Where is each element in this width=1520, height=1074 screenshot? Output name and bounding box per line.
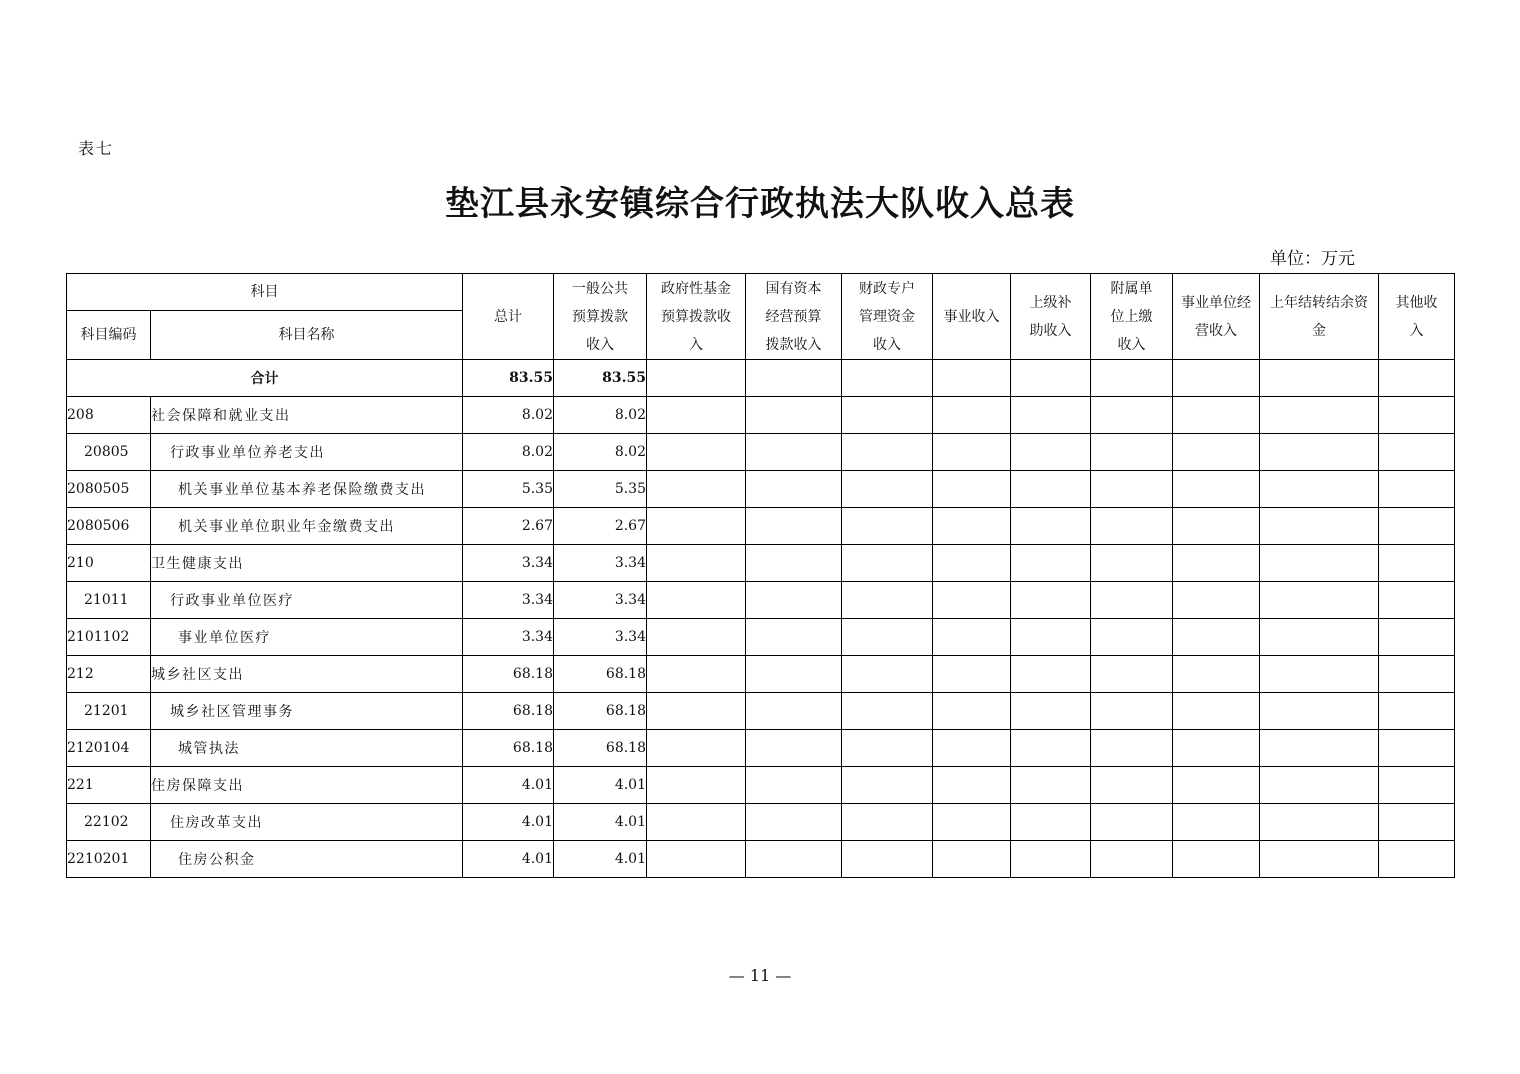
empty-cell [647,508,746,545]
row-code: 221 [67,767,151,804]
empty-cell [842,619,933,656]
table-row [67,397,1455,434]
empty-cell [1011,730,1091,767]
row-code: 22102 [67,804,151,841]
row-code: 2120104 [67,730,151,767]
row-name: 事业单位医疗 [151,619,463,656]
empty-cell [1379,693,1455,730]
empty-cell [933,693,1011,730]
table-row [67,693,1455,730]
header-fiscal-special: 财政专户管理资金收入 [842,274,933,360]
empty-cell [746,582,842,619]
row-total: 68.18 [463,656,554,693]
row-name: 住房公积金 [151,841,463,878]
header-carryover: 上年结转结余资金 [1260,274,1379,360]
row-general-budget: 8.02 [554,397,647,434]
empty-cell [1379,767,1455,804]
header-subject: 科目 [67,274,463,311]
table-row [67,656,1455,693]
empty-cell [647,619,746,656]
empty-cell [1173,730,1260,767]
empty-cell [1379,434,1455,471]
empty-cell [933,508,1011,545]
empty-cell [1011,582,1091,619]
row-total: 3.34 [463,619,554,656]
empty-cell [1260,545,1379,582]
row-code: 208 [67,397,151,434]
empty-cell [647,767,746,804]
row-total: 3.34 [463,582,554,619]
row-total: 3.34 [463,545,554,582]
empty-cell [1379,471,1455,508]
empty-cell [1011,508,1091,545]
row-total: 68.18 [463,730,554,767]
empty-cell [1260,397,1379,434]
empty-cell [746,545,842,582]
table-row [67,434,1455,471]
empty-cell [933,397,1011,434]
empty-cell [842,545,933,582]
row-general-budget: 4.01 [554,804,647,841]
header-other-income: 其他收入 [1379,274,1455,360]
empty-cell [746,841,842,878]
empty-cell [1091,730,1173,767]
empty-cell [647,582,746,619]
empty-cell [1011,619,1091,656]
empty-cell [1091,841,1173,878]
empty-cell [647,693,746,730]
empty-cell [1011,767,1091,804]
unit-label: 单位：万元 [1270,249,1355,269]
empty-cell [842,397,933,434]
empty-cell [933,767,1011,804]
empty-cell [1173,619,1260,656]
row-name: 住房保障支出 [151,767,463,804]
empty-cell [842,471,933,508]
row-total: 4.01 [463,804,554,841]
empty-cell [842,656,933,693]
table-row [67,730,1455,767]
empty-cell [1091,582,1173,619]
row-name: 行政事业单位医疗 [151,582,463,619]
empty-cell [1011,656,1091,693]
table-label: 表七 [78,139,115,158]
empty-cell [1011,434,1091,471]
row-name: 城乡社区支出 [151,656,463,693]
table-row [67,767,1455,804]
empty-cell [1091,434,1173,471]
empty-cell [1260,656,1379,693]
empty-cell [647,730,746,767]
header-state-capital: 国有资本经营预算拨款收入 [746,274,842,360]
row-total: 4.01 [463,767,554,804]
row-name: 机关事业单位职业年金缴费支出 [151,508,463,545]
header-general-budget: 一般公共预算拨款收入 [554,274,647,360]
row-name: 行政事业单位养老支出 [151,434,463,471]
empty-cell [1173,582,1260,619]
empty-cell [1173,471,1260,508]
empty-cell [1260,767,1379,804]
empty-cell [842,767,933,804]
header-business-income: 事业收入 [933,274,1011,360]
empty-cell [842,841,933,878]
header-operating-income: 事业单位经营收入 [1173,274,1260,360]
empty-cell [1260,582,1379,619]
row-total: 2.67 [463,508,554,545]
row-name: 城乡社区管理事务 [151,693,463,730]
empty-cell [647,545,746,582]
empty-cell [933,656,1011,693]
row-general-budget: 68.18 [554,693,647,730]
empty-cell [1260,471,1379,508]
empty-cell [1173,767,1260,804]
row-general-budget: 68.18 [554,656,647,693]
row-general-budget: 68.18 [554,730,647,767]
empty-cell [1091,471,1173,508]
empty-cell [933,730,1011,767]
header-superior-subsidy: 上级补助收入 [1011,274,1091,360]
table-row [67,841,1455,878]
row-code: 2080505 [67,471,151,508]
empty-cell [1011,397,1091,434]
empty-cell [1379,397,1455,434]
header-total: 总计 [463,274,554,360]
empty-cell [1091,508,1173,545]
empty-cell [1379,841,1455,878]
empty-cell [1091,767,1173,804]
row-name: 住房改革支出 [151,804,463,841]
empty-cell [1091,619,1173,656]
empty-cell [1173,656,1260,693]
empty-cell [842,434,933,471]
empty-cell [1260,508,1379,545]
empty-cell [1379,582,1455,619]
row-total: 8.02 [463,397,554,434]
empty-cell [1260,619,1379,656]
table-body [67,360,1455,878]
empty-cell [1173,693,1260,730]
row-code: 210 [67,545,151,582]
empty-cell [933,471,1011,508]
empty-cell [933,804,1011,841]
row-total: 4.01 [463,841,554,878]
empty-cell [746,434,842,471]
table-row [67,619,1455,656]
row-general-budget: 2.67 [554,508,647,545]
income-summary-table [66,273,1455,878]
empty-cell [1091,693,1173,730]
total-amount: 83.55 [463,360,554,397]
empty-cell [1011,693,1091,730]
empty-cell [1379,508,1455,545]
empty-cell [746,471,842,508]
table-row [67,508,1455,545]
empty-cell [746,619,842,656]
table-row [67,582,1455,619]
table-row [67,471,1455,508]
empty-cell [746,693,842,730]
empty-cell [933,545,1011,582]
empty-cell [1091,397,1173,434]
empty-cell [1011,545,1091,582]
row-total: 5.35 [463,471,554,508]
row-code: 2210201 [67,841,151,878]
page-number: — 11 — [728,966,792,985]
row-general-budget: 3.34 [554,619,647,656]
header-affiliated: 附属单位上缴收入 [1091,274,1173,360]
row-name: 社会保障和就业支出 [151,397,463,434]
row-general-budget: 4.01 [554,841,647,878]
empty-cell [842,582,933,619]
table-header [67,274,1455,360]
empty-cell [647,434,746,471]
page-title: 垫江县永安镇综合行政执法大队收入总表 [445,184,1075,224]
empty-cell [1091,545,1173,582]
empty-cell [1260,804,1379,841]
empty-cell [647,656,746,693]
empty-cell [933,619,1011,656]
total-label: 合计 [67,360,463,397]
row-general-budget: 8.02 [554,434,647,471]
table-row [67,545,1455,582]
empty-cell [746,804,842,841]
row-code: 21011 [67,582,151,619]
empty-cell [842,508,933,545]
row-total: 8.02 [463,434,554,471]
empty-cell [1260,434,1379,471]
empty-cell [1260,730,1379,767]
empty-cell [746,508,842,545]
total-row [67,360,1455,397]
empty-cell [1173,545,1260,582]
empty-cell [842,804,933,841]
row-general-budget: 4.01 [554,767,647,804]
empty-cell [647,397,746,434]
header-gov-fund: 政府性基金预算拨款收入 [647,274,746,360]
row-name: 城管执法 [151,730,463,767]
empty-cell [1260,693,1379,730]
row-code: 20805 [67,434,151,471]
header-name: 科目名称 [151,311,463,360]
empty-cell [1173,841,1260,878]
empty-cell [1379,730,1455,767]
table-row [67,804,1455,841]
row-name: 卫生健康支出 [151,545,463,582]
empty-cell [1173,397,1260,434]
row-name: 机关事业单位基本养老保险缴费支出 [151,471,463,508]
empty-cell [1011,471,1091,508]
empty-cell [647,471,746,508]
total-general-budget: 83.55 [554,360,647,397]
empty-cell [1379,656,1455,693]
empty-cell [746,397,842,434]
row-general-budget: 3.34 [554,545,647,582]
empty-cell [1091,656,1173,693]
row-general-budget: 5.35 [554,471,647,508]
row-code: 212 [67,656,151,693]
empty-cell [746,656,842,693]
empty-cell [933,841,1011,878]
row-total: 68.18 [463,693,554,730]
empty-cell [647,804,746,841]
header-code: 科目编码 [67,311,151,360]
empty-cell [1173,434,1260,471]
empty-cell [1379,619,1455,656]
row-general-budget: 3.34 [554,582,647,619]
empty-cell [842,693,933,730]
row-code: 21201 [67,693,151,730]
empty-cell [1011,804,1091,841]
row-code: 2080506 [67,508,151,545]
empty-cell [746,730,842,767]
empty-cell [647,841,746,878]
empty-cell [746,767,842,804]
empty-cell [933,434,1011,471]
empty-cell [842,730,933,767]
row-code: 2101102 [67,619,151,656]
empty-cell [1011,841,1091,878]
empty-cell [1173,508,1260,545]
empty-cell [1173,804,1260,841]
empty-cell [1260,841,1379,878]
empty-cell [933,582,1011,619]
empty-cell [1379,545,1455,582]
empty-cell [1091,804,1173,841]
empty-cell [1379,804,1455,841]
